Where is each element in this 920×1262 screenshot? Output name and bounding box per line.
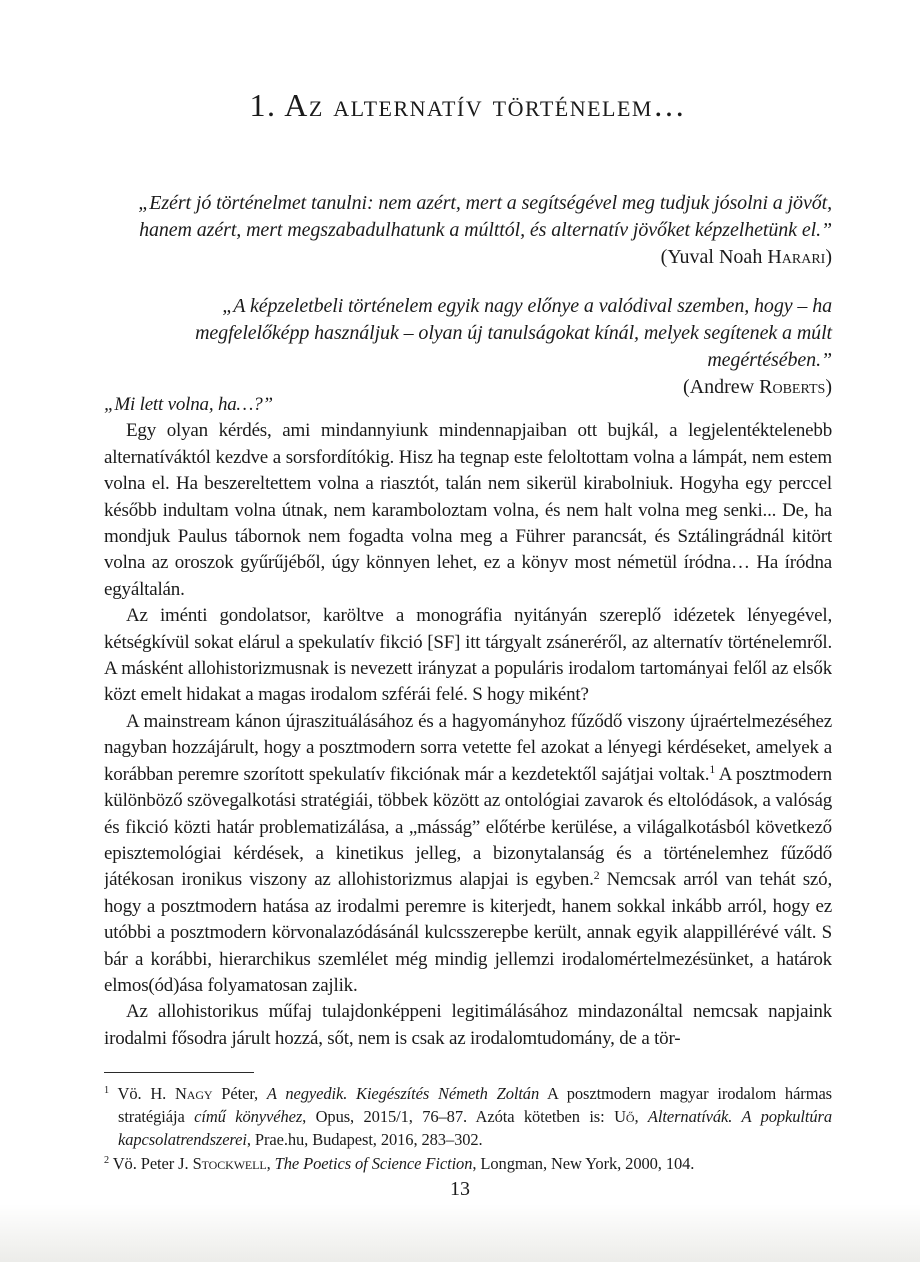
body-paragraph: Az iménti gondolatsor, karöltve a monográfia nyitányán szereplő idézetek lényegével, kétségkívül sokat elárul a spekulatív fikció [SF] itt tárgyalt zsáneréről, az alternatív történelemről. A másként allohistorizmusnak is nevezett irányzat a populáris irodalom tartományai felől az elsők közt emelt hidakat a magas irodalom szférái felé. S hogy miként? (104, 605, 832, 706)
epigraph-attribution: (Andrew Roberts) (683, 376, 832, 398)
footnote-separator (104, 1072, 254, 1073)
body-paragraph: Az allohistorikus műfaj tulajdonképpeni legitimálásához mindazonáltal nemcsak napjaink irodalmi fősodra járult hozzá, sőt, nem is csak az irodalomtudomány, de a tör- (104, 1001, 832, 1049)
footnote-1: $^1$ Vö. H. Nagy Péter, A negyedik. Kiegészítés Németh Zoltán A posztmodern magyar irodalom hármas stratégiája című könyvéhez, Opus, 2015/1, 76–87. Azóta kötetben is: Uő, Alternatívák. A popkultúra kapcsolatrendszerei, Prae.hu, Budapest, 2016, 283–302. (104, 1084, 832, 1150)
body-paragraph: A mainstream kánon újraszituálásához és a hagyományhoz fűződő viszony újraértelmezéséhez nagyban hozzájárult, hogy a posztmodern sorra vetette fel azokat a lényegi kérdéseket, amelyek a korábban peremre szorított spekulatív fikciónak már a kezdetektől sajátjai voltak.$^1$ A posztmodern különböző szövegalkotási stratégiái, többek között az ontológiai zavarok és eltolódások, a valóság és fikció közti határ problematizálása, a „másság” előtérbe kerülése, a világalkotásból következő episztemológiai kérdések, a kinetikus jelleg, a bizonytalanság és a történelemhez fűződő játékosan ironikus viszony az allohistorizmus alapjai is egyben.$^2$ Nemcsak arról van tehát szó, hogy a posztmodern hatása az irodalmi peremre is kiterjedt, hanem sokkal inkább arról, hogy ez utóbbi a posztmodern körvonalazódásánál kulcsszerepbe került, annak egyik alappillérévé vált. S bár a korábbi, hierarchikus szemlélet még mindig jellemzi irodalomértelmezésünket, a határok elmos(ód)ása folyamatosan zajlik. (104, 710, 832, 996)
epigraph-quote: „A képzeletbeli történelem egyik nagy előnye a valódival szemben, hogy – ha megfelelőképp használjuk – olyan új tanulságokat kínál, melyek segítenek a múlt megértésében.” (195, 295, 832, 371)
body-paragraph: Egy olyan kérdés, ami mindannyiunk mindennapjaiban ott bujkál, a legjelentéktelenebb alternatíváktól kezdve a sorsfordítókig. Hisz ha tegnap este feloltottam volna a lámpát, nem estem volna el. Ha beszereltettem volna a riasztót, talán nem sikerül kirabolniuk. Hogyha egy perccel később indultam volna útnak, nem karamboloztam volna, és nem halt volna meg senki... De, ha mondjuk Paulus tábornok nem fogadta volna meg a Führer parancsát, és Sztálingrádnál kitört volna az oroszok gyűrűjéből, úgy könnyen lehet, ez a könyv most németül íródna… Ha íródna egyáltalán. (104, 420, 832, 600)
page-footer (0, 1060, 920, 1262)
page-number: 13 (450, 1178, 470, 1200)
body-paragraph: „Mi lett volna, ha…?” (104, 394, 273, 415)
epigraph-attribution: (Yuval Noah Harari) (660, 246, 832, 268)
footnotes (104, 1082, 832, 1175)
epigraph-quote: „Ezért jó történelmet tanulni: nem azért, mert a segítségével meg tudjuk jósolni a jövőt, hanem azért, mert megszabadulhatunk a múlttól, és alternatív jövőket képzelhetünk el.” (138, 192, 832, 241)
body-text (104, 392, 832, 1052)
footnote-2: $^2$ Vö. Peter J. Stockwell, The Poetics of Science Fiction, Longman, New York, 2000, 104. (104, 1153, 695, 1173)
epigraph-roberts (104, 293, 832, 401)
chapter-title: 1. Az alternatív történelem… (249, 87, 687, 123)
epigraph-harari (104, 190, 832, 271)
